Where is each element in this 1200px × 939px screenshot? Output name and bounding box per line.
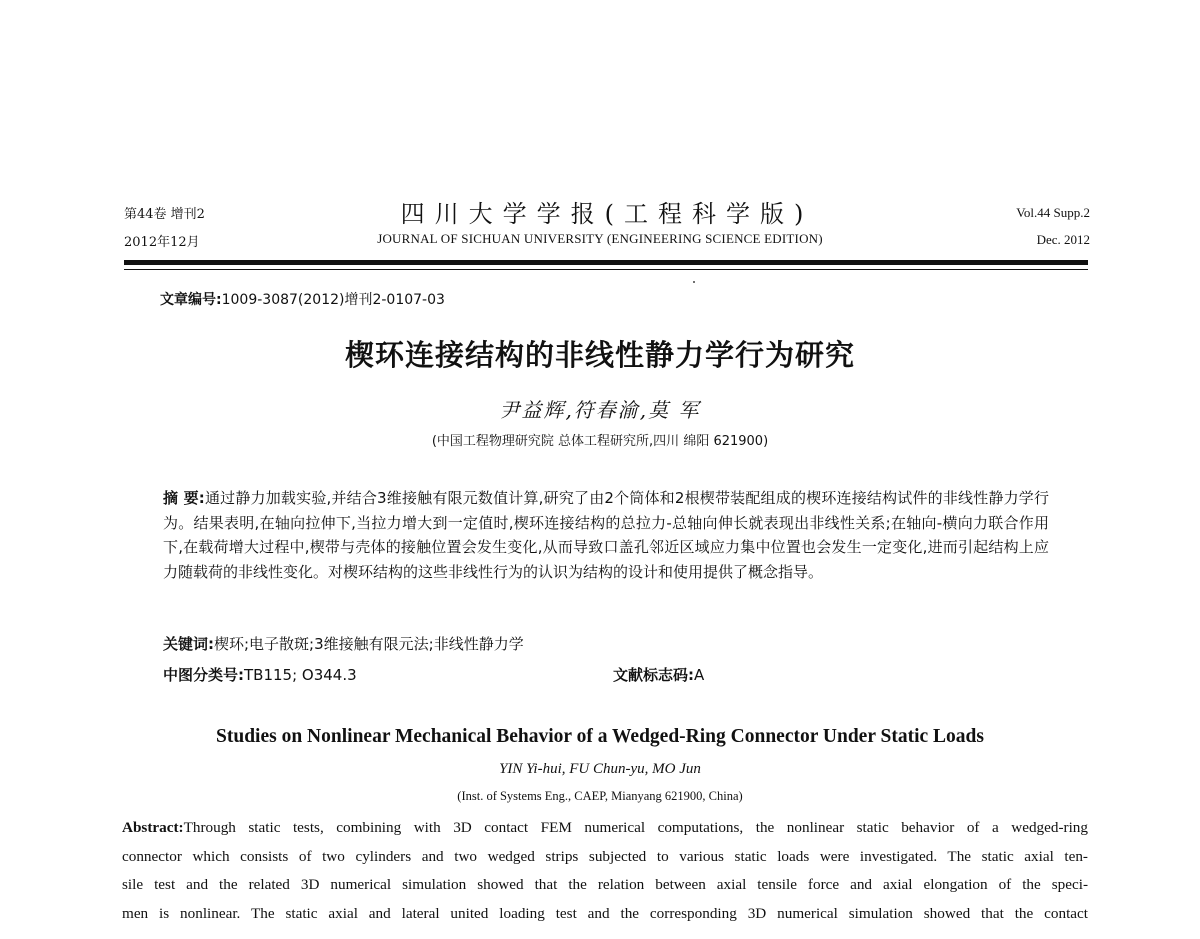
abstract-en-line-4: men is nonlinear. The static axial and lateral united loading test and the corresponding 3D numerical simulation showed that the contact — [122, 904, 1088, 922]
keywords-cn-text: 楔环;电子散斑;3维接触有限元法;非线性静力学 — [214, 635, 524, 653]
publication-date-en: Dec. 2012 — [1036, 232, 1090, 247]
header-rule-thick — [124, 260, 1088, 265]
document-code-label: 文献标志码: — [613, 666, 694, 684]
article-number-label: 文章编号: — [160, 292, 222, 308]
keywords-cn — [163, 633, 524, 654]
abstract-cn — [163, 486, 1049, 584]
classification-cn-label: 中图分类号: — [163, 666, 244, 684]
document-code-cn — [613, 664, 704, 685]
abstract-cn-label: 摘 要: — [163, 489, 205, 507]
volume-issue-cn: 第44卷 增刊2 — [124, 207, 205, 222]
article-number-value: 1009-3087(2012)增刊2-0107-03 — [221, 292, 445, 308]
publication-date-cn: 2012年12月 — [124, 235, 200, 250]
classification-cn — [163, 664, 357, 685]
journal-title-cn: 四川大学学报(工程科学版) — [400, 200, 814, 228]
abstract-en-label: Abstract: — [122, 819, 184, 836]
classification-cn-text: TB115; O344.3 — [244, 666, 357, 684]
scan-speck — [693, 281, 695, 283]
affiliation-en: (Inst. of Systems Eng., CAEP, Mianyang 621900, China) — [457, 789, 743, 803]
abstract-en-line-1-text: Through static tests, combining with 3D contact FEM numerical computations, the nonlinear static behavior of a wedged-ring — [183, 819, 1088, 836]
abstract-en-line-2: connector which consists of two cylinders and two wedged strips subjected to various static loads were investigated. The static axial ten- — [122, 847, 1088, 865]
abstract-cn-text: 通过静力加载实验,并结合3维接触有限元数值计算,研究了由2个筒体和2根楔带装配组成的楔环连接结构试件的非线性静力学行为。结果表明,在轴向拉伸下,当拉力增大到一定值时,楔环连接结构的总拉力-总轴向伸长就表现出非线性关系;在轴向-横向力联合作用下,在载荷增大过程中,楔带与壳体的接触位置会发生变化,从而导致口盖孔邻近区域应力集中位置也会发生一定变化,进而引起结构上应力随载荷的非线性变化。对楔环结构的这些非线性行为的认识为结构的设计和使用提供了概念指导。 — [163, 489, 1049, 581]
header-rule-thin — [124, 269, 1088, 270]
authors-cn: 尹益辉,符春渝,莫 军 — [499, 398, 701, 422]
authors-en: YIN Yi-hui, FU Chun-yu, MO Jun — [499, 761, 701, 777]
volume-issue-en: Vol.44 Supp.2 — [1016, 205, 1090, 220]
keywords-cn-label: 关键词: — [163, 635, 214, 653]
article-number — [160, 289, 445, 309]
abstract-en-line-3: sile test and the related 3D numerical simulation showed that the relation between axial tensile force and axial elongation of the speci- — [122, 876, 1088, 893]
affiliation-cn: (中国工程物理研究院 总体工程研究所,四川 绵阳 621900) — [431, 434, 769, 449]
abstract-en — [122, 814, 1088, 928]
document-code-text: A — [694, 666, 705, 684]
abstract-en-line-1 — [122, 814, 1088, 843]
paper-title-en: Studies on Nonlinear Mechanical Behavior of a Wedged-Ring Connector Under Static Loads — [216, 726, 984, 747]
journal-title-en: JOURNAL OF SICHUAN UNIVERSITY (ENGINEERING SCIENCE EDITION) — [377, 231, 823, 246]
paper-title-cn: 楔环连接结构的非线性静力学行为研究 — [344, 338, 855, 372]
